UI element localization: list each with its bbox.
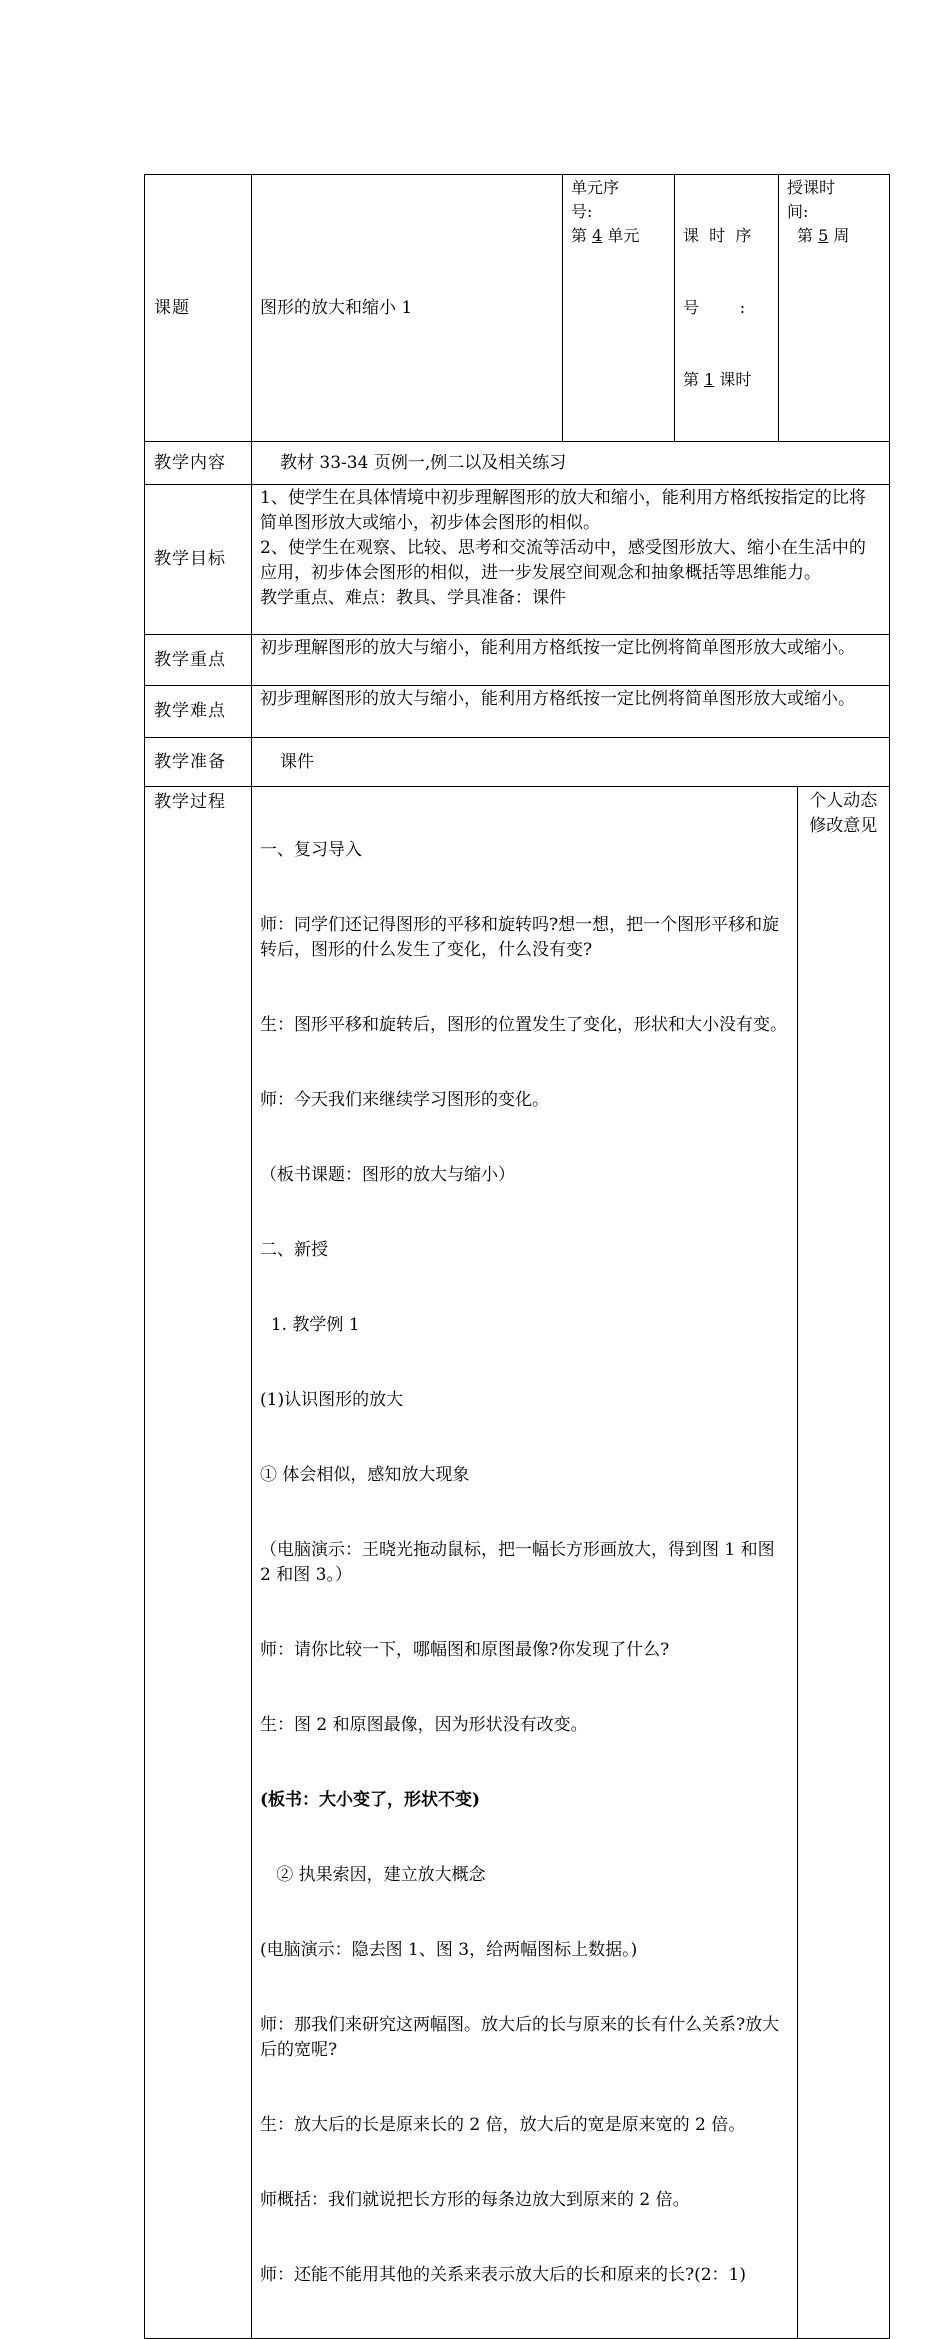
unit-value-number: 4 — [592, 226, 603, 245]
goal-item-1: 1、使学生在具体情境中初步理解图形的放大和缩小，能利用方格纸按指定的比将简单图形放大或缩小，初步体会图形的相似。 — [260, 488, 866, 533]
content-row — [145, 442, 890, 485]
difficulties-row — [145, 686, 890, 738]
teaching-time-value — [787, 224, 881, 248]
process-line: 1. 教学例 1 — [260, 1315, 360, 1335]
process-line: 生：放大后的长是原来长的 2 倍，放大后的宽是原来宽的 2 倍。 — [260, 2115, 746, 2135]
process-line: 一、复习导入 — [260, 840, 362, 860]
preparation-value: 课件 — [252, 738, 890, 787]
topic-label: 课题 — [145, 175, 252, 442]
preparation-label: 教学准备 — [145, 738, 252, 787]
time-value-suffix: 周 — [833, 226, 850, 245]
key-points-value: 初步理解图形的放大与缩小，能利用方格纸按一定比例将简单图形放大或缩小。 — [252, 635, 890, 686]
unit-number-value — [571, 224, 666, 248]
process-line: 师：还能不能用其他的关系来表示放大后的长和原来的长?(2：1) — [260, 2265, 747, 2285]
process-line: ① 体会相似，感知放大现象 — [260, 1465, 470, 1485]
topic-value: 图形的放大和缩小 1 — [252, 175, 563, 442]
process-line: 师概括：我们就说把长方形的每条边放大到原来的 2 倍。 — [260, 2190, 690, 2210]
lesson-number-cell — [675, 175, 779, 442]
difficulties-label: 教学难点 — [145, 686, 252, 738]
process-line: 生：图 2 和原图最像，因为形状没有改变。 — [260, 1715, 588, 1735]
lesson-value-suffix: 课时 — [719, 370, 752, 389]
preparation-row — [145, 738, 890, 787]
process-line: (1)认识图形的放大 — [260, 1390, 404, 1410]
process-line: ② 执果索因，建立放大概念 — [260, 1865, 486, 1885]
content-value: 教材 33-34 页例一,例二以及相关练习 — [252, 442, 890, 485]
revision-notes: 个人动态修改意见 — [809, 791, 878, 836]
header-row — [145, 175, 890, 442]
unit-value-prefix: 第 — [571, 226, 588, 245]
unit-value-suffix: 单元 — [607, 226, 640, 245]
board-note: (板书：大小变了，形状不变) — [260, 1790, 481, 1810]
unit-number-label-1: 单元序 — [571, 178, 620, 197]
process-label: 教学过程 — [145, 787, 252, 2339]
goal-note: 教学重点、难点：教具、学具准备：课件 — [260, 588, 566, 608]
process-line: 师：请你比较一下，哪幅图和原图最像?你发现了什么? — [260, 1640, 670, 1660]
key-points-label: 教学重点 — [145, 635, 252, 686]
lesson-plan-table — [144, 174, 890, 2339]
process-line: （电脑演示：王晓光拖动鼠标，把一幅长方形画放大，得到图 1 和图 2 和图 3。） — [260, 1540, 781, 1585]
goals-label: 教学目标 — [145, 485, 252, 635]
unit-number-cell — [563, 175, 675, 442]
process-line: 生：图形平移和旋转后，图形的位置发生了变化，形状和大小没有变。 — [260, 1015, 787, 1035]
process-line: 师：同学们还记得图形的平移和旋转吗?想一想，把一个图形平移和旋转后，图形的什么发生了变化，什么没有变? — [260, 915, 780, 960]
process-line: 师：那我们来研究这两幅图。放大后的长与原来的长有什么关系?放大后的宽呢? — [260, 2015, 780, 2060]
process-inner-table — [252, 787, 889, 2338]
process-line: （板书课题：图形的放大与缩小） — [260, 1165, 515, 1185]
process-content — [252, 787, 797, 2338]
difficulties-value: 初步理解图形的放大与缩小，能利用方格纸按一定比例将简单图形放大或缩小。 — [252, 686, 890, 738]
goal-item-2: 2、使学生在观察、比较、思考和交流等活动中，感受图形放大、缩小在生活中的应用，初步体会图形的相似，进一步发展空间观念和抽象概括等思维能力。 — [260, 538, 866, 583]
teaching-time-label-2: 间: — [787, 202, 809, 221]
lesson-number-label-1: 课 时 序 — [683, 226, 752, 245]
lesson-number-label-2: 号 : — [683, 298, 746, 317]
lesson-value-number: 1 — [704, 370, 715, 389]
process-line: (电脑演示：隐去图 1、图 3，给两幅图标上数据。) — [260, 1940, 638, 1960]
goals-content — [252, 485, 890, 635]
process-line: 师：今天我们来继续学习图形的变化。 — [260, 1090, 549, 1110]
unit-number-label-2: 号: — [571, 202, 593, 221]
key-points-row — [145, 635, 890, 686]
teaching-time-label-1: 授课时 — [787, 178, 836, 197]
time-value-number: 5 — [818, 226, 829, 245]
lesson-value-prefix: 第 — [683, 370, 700, 389]
goals-row — [145, 485, 890, 635]
content-label: 教学内容 — [145, 442, 252, 485]
process-line: 二、新授 — [260, 1240, 328, 1260]
lesson-number-value — [683, 368, 770, 392]
process-cell — [252, 787, 890, 2339]
process-row — [145, 787, 890, 2339]
time-value-prefix: 第 — [797, 226, 814, 245]
teaching-time-cell — [779, 175, 890, 442]
